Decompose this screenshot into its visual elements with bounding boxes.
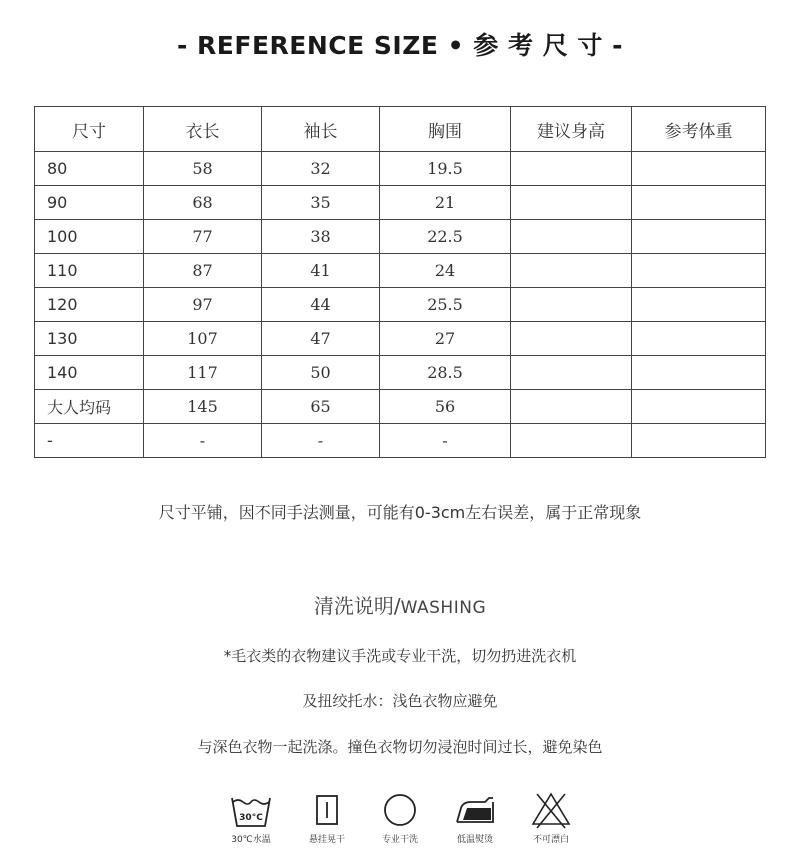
cell-weight [632, 288, 766, 322]
wash-tub-icon [229, 790, 273, 830]
cell-length: 77 [144, 220, 262, 254]
cell-height [511, 152, 632, 186]
cell-size: 90 [35, 186, 144, 220]
cell-length: 68 [144, 186, 262, 220]
cell-size: 130 [35, 322, 144, 356]
cell-sleeve: - [262, 424, 380, 458]
cell-chest: 21 [380, 186, 511, 220]
cell-height [511, 356, 632, 390]
care-label-iron: 低温熨烫 [456, 835, 493, 845]
cell-size: 80 [35, 152, 144, 186]
header-sleeve: 袖长 [262, 107, 380, 152]
size-table [34, 106, 766, 458]
table-row [35, 390, 766, 424]
washing-line-2: 及扭绞托水：浅色衣物应避免 [302, 692, 498, 710]
header-height: 建议身高 [511, 107, 632, 152]
table-row [35, 254, 766, 288]
cell-height [511, 220, 632, 254]
table-row [35, 356, 766, 390]
cell-length: - [144, 424, 262, 458]
header-chest: 胸围 [380, 107, 511, 152]
cell-sleeve: 44 [262, 288, 380, 322]
care-item-bleach [514, 790, 588, 845]
cell-size: 110 [35, 254, 144, 288]
table-row [35, 186, 766, 220]
cell-size: - [35, 424, 144, 458]
cell-length: 58 [144, 152, 262, 186]
cell-length: 97 [144, 288, 262, 322]
cell-sleeve: 41 [262, 254, 380, 288]
cell-length: 117 [144, 356, 262, 390]
cell-chest: 24 [380, 254, 511, 288]
washing-line-3: 与深色衣物一起洗涤。撞色衣物切勿浸泡时间过长，避免染色 [197, 738, 603, 756]
hang-dry-icon [305, 790, 349, 830]
washing-title-en: WASHING [400, 598, 487, 618]
care-label-wash: 30℃水温 [231, 835, 271, 845]
cell-chest: 56 [380, 390, 511, 424]
cell-chest: 22.5 [380, 220, 511, 254]
cell-height [511, 322, 632, 356]
cell-length: 145 [144, 390, 262, 424]
table-row [35, 152, 766, 186]
wash-temp-badge: 30°C [239, 813, 263, 823]
cell-sleeve: 32 [262, 152, 380, 186]
cell-sleeve: 35 [262, 186, 380, 220]
cell-height [511, 186, 632, 220]
cell-height [511, 254, 632, 288]
cell-sleeve: 38 [262, 220, 380, 254]
cell-weight [632, 186, 766, 220]
cell-chest: 19.5 [380, 152, 511, 186]
care-item-dryclean [363, 790, 437, 845]
cell-chest: 27 [380, 322, 511, 356]
care-label-dryclean: 专业干洗 [381, 835, 418, 845]
header-weight: 参考体重 [632, 107, 766, 152]
cell-weight [632, 220, 766, 254]
cell-chest: 28.5 [380, 356, 511, 390]
table-row [35, 220, 766, 254]
cell-weight [632, 390, 766, 424]
header-size: 尺寸 [35, 107, 144, 152]
cell-height [511, 288, 632, 322]
washing-title [0, 590, 800, 619]
table-row [35, 424, 766, 458]
care-item-hang [290, 790, 364, 845]
cell-sleeve: 47 [262, 322, 380, 356]
washing-title-sep: / [393, 594, 401, 618]
header-length: 衣长 [144, 107, 262, 152]
care-item-iron [438, 790, 512, 845]
iron-low-icon [453, 790, 497, 830]
no-bleach-icon [529, 790, 573, 830]
page-title: - REFERENCE SIZE • 参 考 尺 寸 - [176, 31, 624, 60]
care-label-bleach: 不可漂白 [532, 835, 569, 845]
cell-size: 140 [35, 356, 144, 390]
size-table-header [35, 107, 766, 152]
cell-weight [632, 322, 766, 356]
cell-height [511, 390, 632, 424]
cell-weight [632, 424, 766, 458]
cell-chest: - [380, 424, 511, 458]
cell-weight [632, 356, 766, 390]
washing-line-1: *毛衣类的衣物建议手洗或专业干洗，切勿扔进洗衣机 [223, 647, 577, 665]
cell-weight [632, 254, 766, 288]
care-item-wash [214, 790, 288, 845]
cell-size: 100 [35, 220, 144, 254]
measurement-note: 尺寸平铺，因不同手法测量，可能有0-3cm左右误差，属于正常现象 [158, 503, 642, 522]
cell-sleeve: 50 [262, 356, 380, 390]
cell-length: 87 [144, 254, 262, 288]
care-label-hang: 悬挂晃干 [308, 835, 345, 845]
table-row [35, 322, 766, 356]
table-row [35, 288, 766, 322]
cell-weight [632, 152, 766, 186]
cell-sleeve: 65 [262, 390, 380, 424]
cell-size: 大人均码 [35, 390, 144, 424]
dry-clean-icon [378, 790, 422, 830]
cell-chest: 25.5 [380, 288, 511, 322]
washing-title-cn: 清洗说明 [313, 594, 394, 618]
care-icons [216, 790, 586, 860]
cell-height [511, 424, 632, 458]
cell-length: 107 [144, 322, 262, 356]
cell-size: 120 [35, 288, 144, 322]
